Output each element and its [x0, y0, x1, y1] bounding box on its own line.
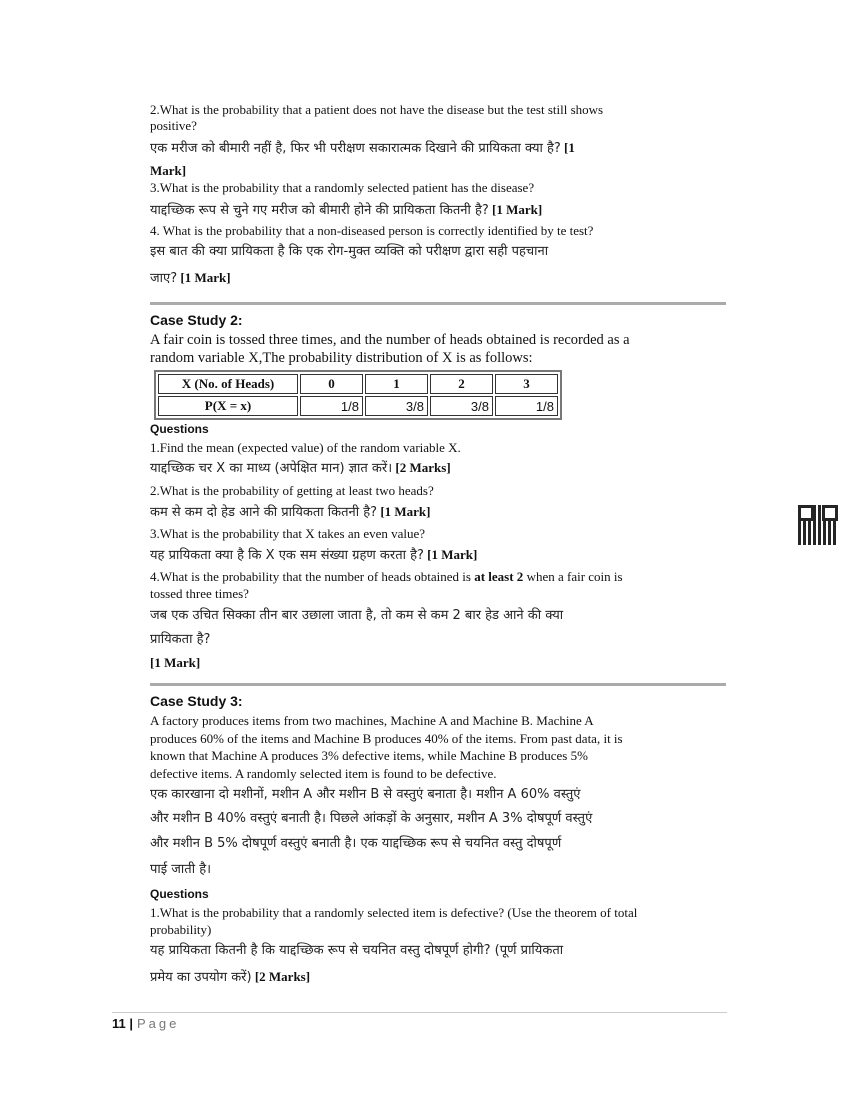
hindi-text: एक मरीज को बीमारी नहीं है, फिर भी परीक्षण सकारात्मक दिखाने की प्रायिकता क्या है? [150, 141, 561, 156]
case3-q1-hi-cont [150, 968, 728, 986]
case3-q1-en-cont: probability) [150, 922, 212, 937]
questions-heading: Questions [150, 422, 209, 436]
case3-hi: पाई जाती है। [150, 862, 212, 877]
table-header-cell: 0 [300, 374, 363, 394]
marks: [1 Mark] [180, 270, 231, 285]
case1-q2-en-cont: positive? [150, 118, 197, 133]
text: when a fair coin is [523, 569, 623, 584]
table-header-cell: 3 [495, 374, 558, 394]
case1-q4-en: 4. What is the probability that a non-diseased person is correctly identified by te test? [150, 223, 594, 238]
marks: [1 [564, 140, 575, 155]
footer-separator: | [129, 1016, 134, 1031]
table-row [158, 396, 558, 416]
text: 4.What is the probability that the number of heads obtained is [150, 569, 475, 584]
table-cell: 3/8 [365, 396, 428, 416]
case1-q3-hi [150, 201, 728, 219]
case1-q2-en: 2.What is the probability that a patient does not have the disease but the test still shows [150, 102, 604, 117]
case3-title: Case Study 3: [150, 693, 243, 709]
page-number: 11 [112, 1016, 126, 1031]
case2-q2-hi [150, 503, 728, 521]
questions-heading: Questions [150, 887, 209, 901]
section-divider [150, 683, 726, 686]
case2-q4-hi-cont: प्रायिकता है? [150, 632, 211, 647]
hindi-text: प्रमेय का उपयोग करें) [150, 970, 252, 985]
qr-code-icon [798, 505, 838, 545]
case2-title: Case Study 2: [150, 312, 243, 328]
marks: [1 Mark] [427, 547, 478, 562]
case2-para-cont: random variable X,The probability distribution of X is as follows: [150, 350, 533, 366]
case3-hi: एक कारखाना दो मशीनों, मशीन A और मशीन B से वस्तुएं बनाता है। मशीन A 60% वस्तुएं [150, 787, 581, 802]
hindi-text: याद्दच्छिक रूप से चुने गए मरीज को बीमारी होने की प्रायिकता कितनी है? [150, 203, 489, 218]
marks: [1 Mark] [492, 202, 543, 217]
table-cell: 1/8 [300, 396, 363, 416]
page-footer [112, 1016, 179, 1031]
case1-q3-en: 3.What is the probability that a randomly selected patient has the disease? [150, 180, 535, 195]
hindi-text: जाए? [150, 271, 178, 286]
case3-q1-en: 1.What is the probability that a randomly selected item is defective? (Use the theorem of total [150, 905, 638, 920]
case1-q2-hi [150, 139, 728, 157]
section-divider [150, 302, 726, 305]
case3-para: produces 60% of the items and Machine B produces 40% of the items. From past data, it is [150, 731, 623, 746]
case3-para: known that Machine A produces 3% defective items, while Machine B produces 5% [150, 748, 588, 763]
case3-q1-hi: यह प्रायिकता कितनी है कि याद्दच्छिक रूप से चयनित वस्तु दोषपूर्ण होगी? (पूर्ण प्रायिकता [150, 943, 564, 958]
case2-q4-en [150, 568, 728, 585]
table-cell: P(X = x) [158, 396, 298, 416]
case1-q4-hi: इस बात की क्या प्रायिकता है कि एक रोग-मुक्त व्यक्ति को परीक्षण द्वारा सही पहचाना [150, 244, 549, 259]
marks: [1 Mark] [150, 655, 201, 670]
marks: [2 Marks] [395, 460, 451, 475]
case2-q4-hi: जब एक उचित सिक्का तीन बार उछाला जाता है, तो कम से कम 2 बार हेड आने की क्या [150, 608, 564, 623]
case2-q3-en: 3.What is the probability that X takes an even value? [150, 526, 426, 541]
case3-hi: और मशीन B 40% वस्तुएं बनाती है। पिछले आंकड़ों के अनुसार, मशीन A 3% दोषपूर्ण वस्तुएं [150, 811, 593, 826]
marks: [2 Marks] [254, 969, 311, 984]
table-cell: 3/8 [430, 396, 493, 416]
case3-para: A factory produces items from two machines, Machine A and Machine B. Machine A [150, 713, 594, 728]
bold-text: at least 2 [474, 569, 524, 584]
hindi-text: यह प्रायिकता क्या है कि X एक सम संख्या ग्रहण करता है? [150, 548, 424, 563]
marks: Mark] [150, 163, 187, 178]
table-row [158, 374, 558, 394]
marks: [1 Mark] [380, 504, 431, 519]
case2-q1-en: 1.Find the mean (expected value) of the random variable X. [150, 440, 461, 455]
probability-distribution-table [154, 370, 562, 420]
table-header-cell: 1 [365, 374, 428, 394]
table-header-cell: X (No. of Heads) [158, 374, 298, 394]
case3-hi: और मशीन B 5% दोषपूर्ण वस्तुएं बनाती है। एक याद्दच्छिक रूप से चयनित वस्तु दोषपूर्ण [150, 836, 562, 851]
hindi-text: कम से कम दो हेड आने की प्रायिकता कितनी है? [150, 505, 378, 520]
hindi-text: याद्दच्छिक चर X का माध्य (अपेक्षित मान) ज्ञात करें। [150, 461, 393, 476]
case2-q4-en-cont: tossed three times? [150, 586, 249, 601]
case2-q3-hi [150, 546, 728, 564]
case1-q4-hi-cont [150, 269, 728, 287]
case2-q2-en: 2.What is the probability of getting at least two heads? [150, 483, 434, 498]
case2-para: A fair coin is tossed three times, and the number of heads obtained is recorded as a [150, 332, 630, 348]
page-label: Page [137, 1016, 180, 1031]
footer-divider [112, 1012, 727, 1013]
table-cell: 1/8 [495, 396, 558, 416]
case2-q1-hi [150, 459, 728, 477]
table-header-cell: 2 [430, 374, 493, 394]
case3-para: defective items. A randomly selected item is found to be defective. [150, 766, 497, 781]
